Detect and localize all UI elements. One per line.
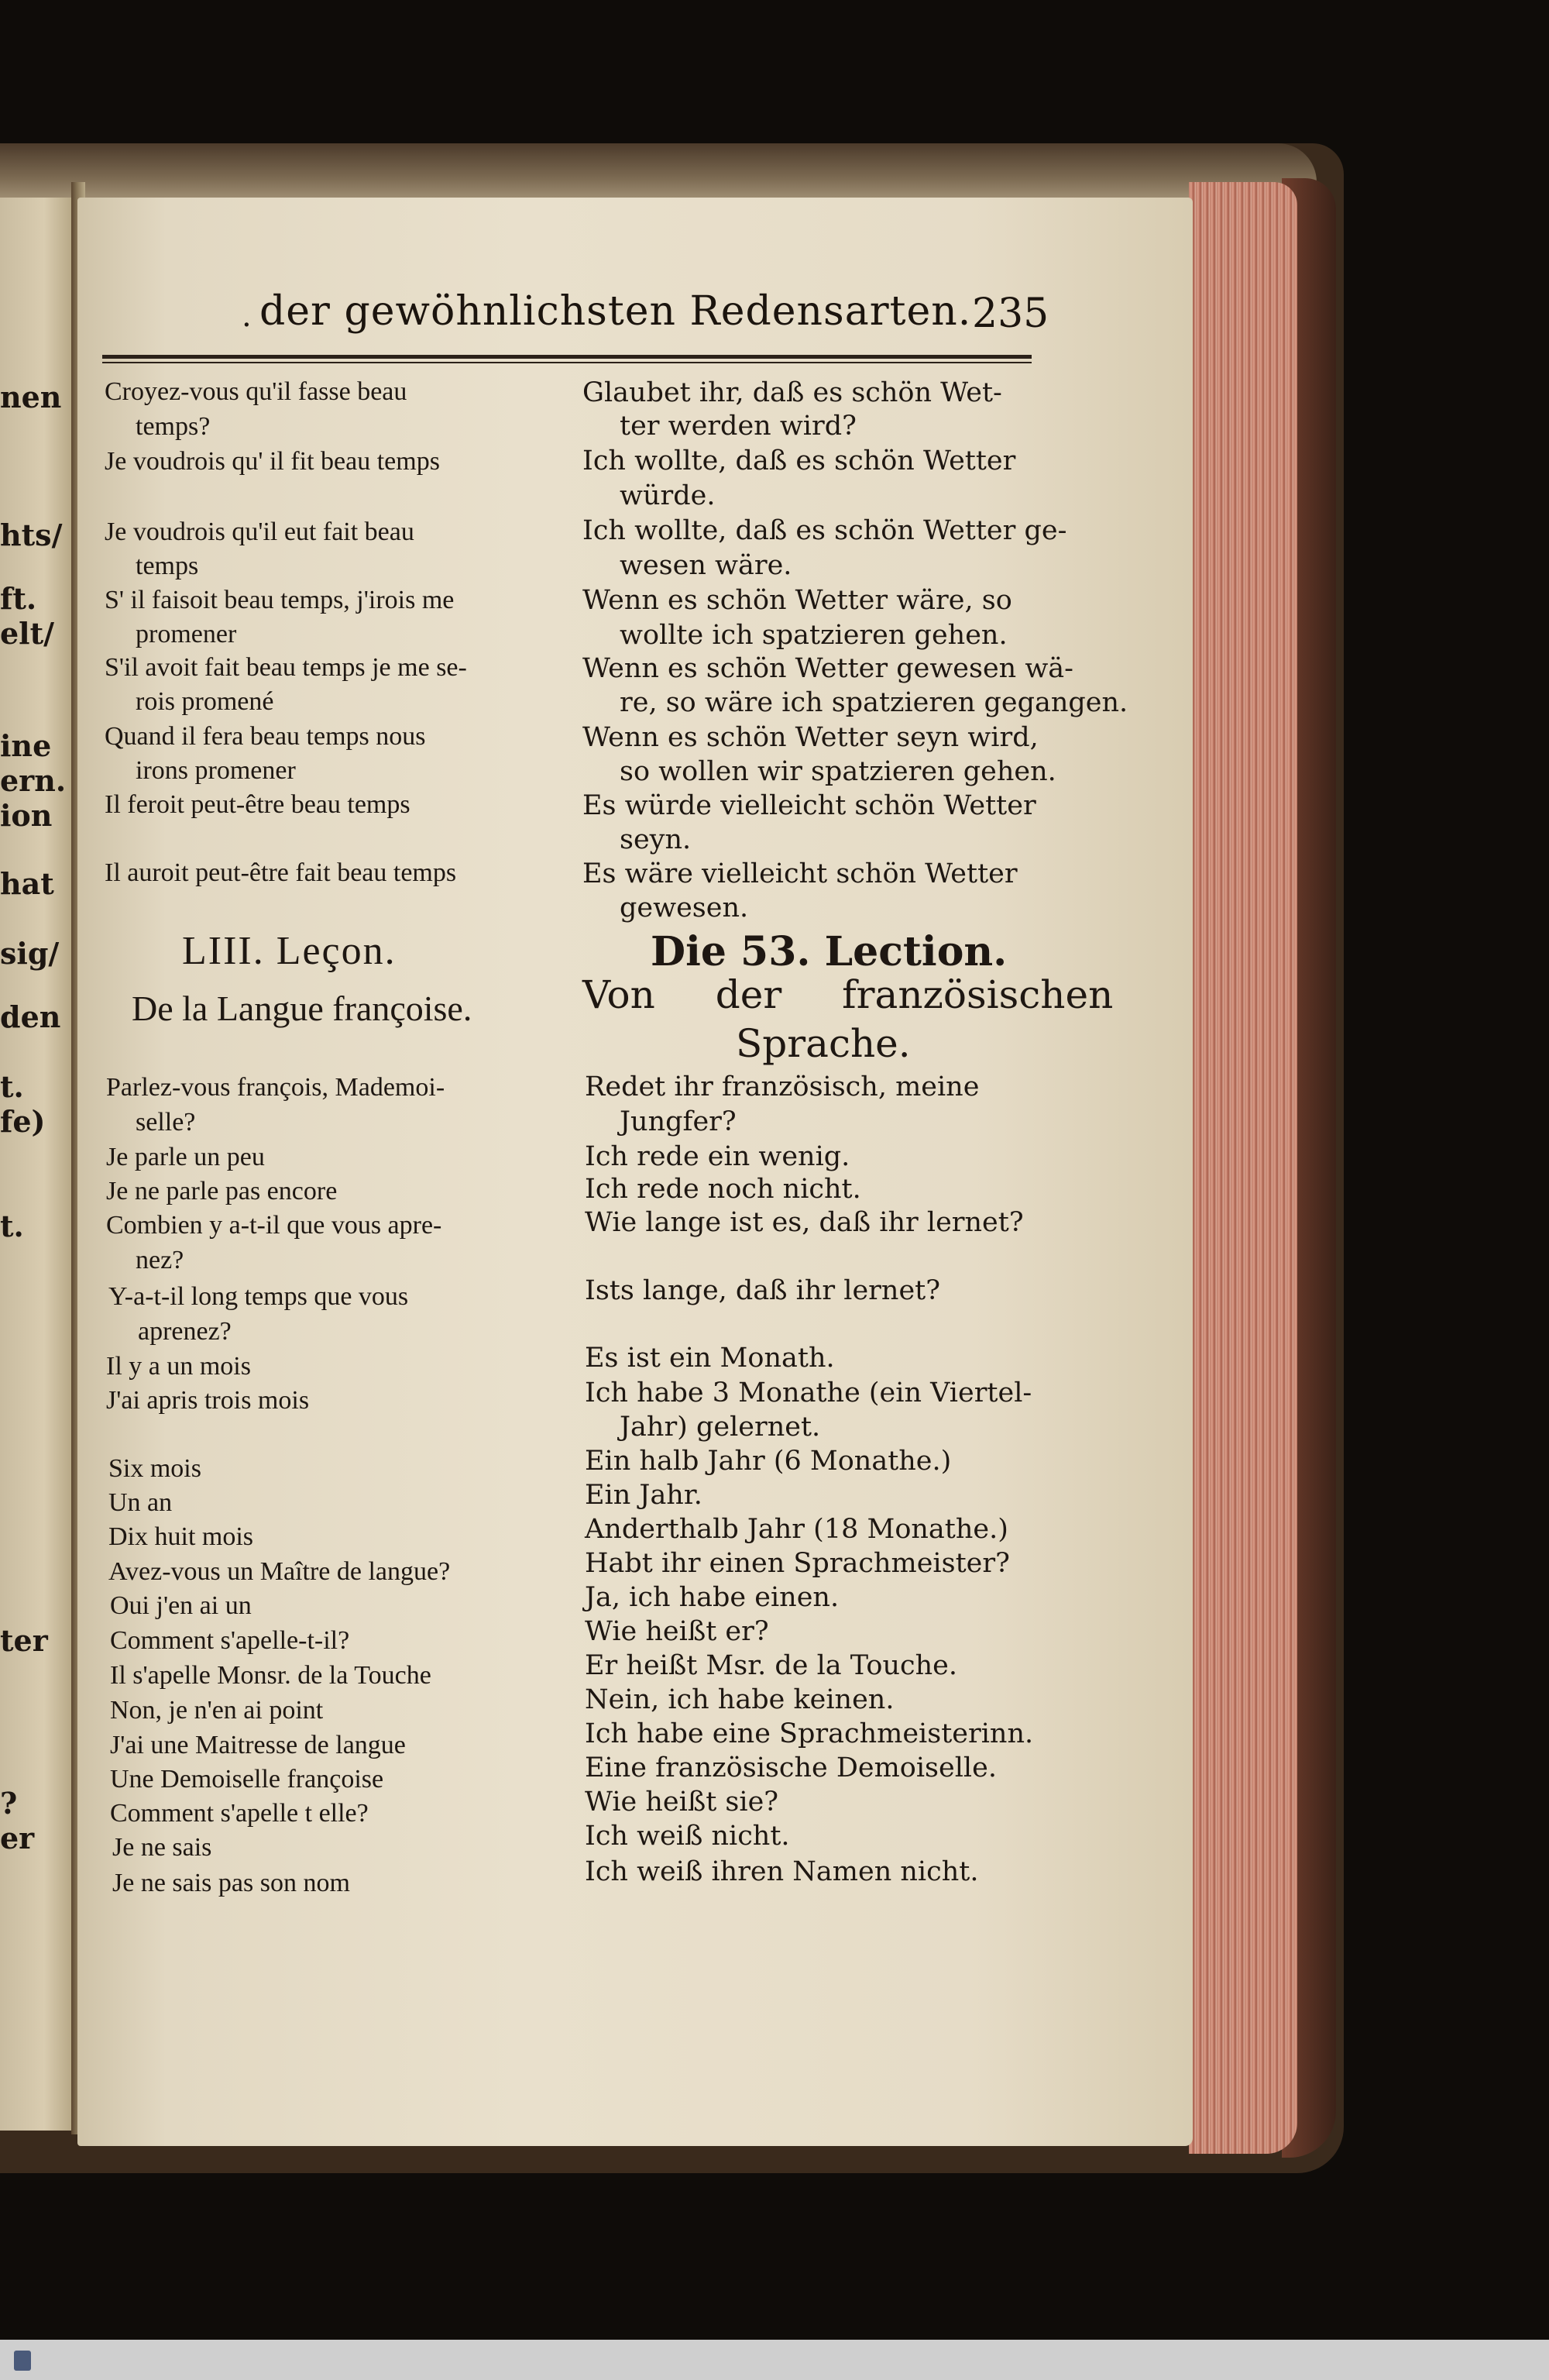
prev-page-fragment: t. [0, 1209, 24, 1243]
de-line: Wie heißt er? [585, 1616, 769, 1647]
fr-line: Comment s'apelle-t-il? [110, 1626, 350, 1655]
de-line: Ich wollte, daß es schön Wetter ge- [582, 515, 1067, 546]
prev-page-fragment: den [0, 999, 61, 1034]
fr-line: Un an [108, 1488, 173, 1517]
de-line: Ich habe 3 Monathe (ein Viertel- [585, 1377, 1032, 1408]
fr-line: Je ne sais pas son nom [112, 1869, 350, 1897]
de-line: Redet ihr französisch, meine [585, 1071, 980, 1102]
de-line: Jungfer? [620, 1106, 737, 1137]
prev-page-fragment: ft. [0, 581, 37, 616]
de-line: gewesen. [620, 892, 749, 923]
de-line: Es würde vielleicht schön Wetter [582, 790, 1036, 821]
de-line: Er heißt Msr. de la Touche. [585, 1650, 958, 1681]
de-line: Glaubet ihr, daß es schön Wet- [582, 377, 1002, 408]
fr-line: Avez-vous un Maître de langue? [108, 1557, 451, 1586]
fr-line: Non, je n'en ai point [110, 1696, 324, 1725]
lesson-heading-de: Die 53. Lection. [651, 928, 1008, 975]
de-line: Wenn es schön Wetter wäre, so [582, 585, 1012, 616]
de-line: ter werden wird? [620, 411, 857, 442]
book-fore-edge-pages [1189, 182, 1297, 2154]
prev-page-fragment: sig/ [0, 936, 60, 971]
book-top-edge [0, 143, 1317, 201]
fr-line: J'ai une Maitresse de langue [110, 1731, 406, 1759]
library-logo-icon [14, 2351, 31, 2371]
de-line: seyn. [620, 824, 692, 855]
de-line: würde. [620, 480, 716, 511]
prev-page-fragment: nen [0, 380, 62, 414]
prev-page-fragment: ion [0, 798, 53, 833]
de-line: Ich wollte, daß es schön Wetter [582, 445, 1016, 476]
de-line: Habt ihr einen Sprachmeister? [585, 1548, 1010, 1579]
fr-line: nez? [136, 1246, 184, 1274]
de-line: Ich weiß ihren Namen nicht. [585, 1856, 979, 1887]
de-line: wollte ich spatzieren gehen. [620, 620, 1008, 651]
fr-line: Six mois [108, 1454, 201, 1483]
fr-line: Je voudrois qu' il fit beau temps [105, 447, 440, 476]
fr-line: Il s'apelle Monsr. de la Touche [110, 1661, 431, 1690]
fr-line: Y-a-t-il long temps que vous [108, 1282, 409, 1311]
prev-page-fragment: t. [0, 1069, 24, 1104]
prev-page-fragment: er [0, 1821, 35, 1856]
de-line: Ich rede ein wenig. [585, 1141, 850, 1172]
prev-page-fragment: fe) [0, 1104, 46, 1139]
fr-line: Comment s'apelle t elle? [110, 1799, 369, 1828]
fr-line: selle? [136, 1108, 196, 1137]
lesson-subheading-de: Von der französischen [582, 972, 1114, 1017]
lesson-subheading-fr: De la Langue françoise. [132, 989, 472, 1028]
de-line: so wollen wir spatzieren gehen. [620, 756, 1056, 787]
fr-line: irons promener [136, 756, 296, 785]
fr-line: promener [136, 620, 237, 648]
de-line: Eine französische Demoiselle. [585, 1752, 997, 1783]
de-line: Wenn es schön Wetter gewesen wä- [582, 653, 1073, 684]
de-line: Ja, ich habe einen. [585, 1582, 840, 1613]
fr-line: Je ne parle pas encore [106, 1177, 338, 1205]
de-line: wesen wäre. [620, 550, 792, 581]
prev-page-fragment: hat [0, 866, 54, 901]
fr-line: Je parle un peu [106, 1143, 265, 1171]
prev-page-fragment: ? [0, 1786, 18, 1821]
de-line: Ich rede noch nicht. [585, 1174, 861, 1205]
fr-line: Il feroit peut-être beau temps [105, 790, 410, 819]
lesson-heading-fr: LIII. Leçon. [182, 929, 397, 973]
de-line: Jahr) gelernet. [620, 1412, 821, 1443]
de-line: Es ist ein Monath. [585, 1343, 835, 1374]
fr-line: S' il faisoit beau temps, j'irois me [105, 586, 455, 614]
de-line: Wie lange ist es, daß ihr lernet? [585, 1207, 1024, 1238]
fr-line: Je voudrois qu'il eut fait beau [105, 518, 414, 546]
de-line: Ein Jahr. [585, 1480, 702, 1511]
running-head: der gewöhnlichsten Redensarten. [259, 288, 972, 335]
fr-line: Il auroit peut-être fait beau temps [105, 858, 457, 887]
fr-line: S'il avoit fait beau temps je me se- [105, 653, 467, 682]
de-line: Wenn es schön Wetter seyn wird, [582, 722, 1039, 753]
fr-line: J'ai apris trois mois [106, 1386, 310, 1415]
de-line: Ich habe eine Sprachmeisterinn. [585, 1718, 1034, 1749]
de-line: Ein halb Jahr (6 Monathe.) [585, 1446, 952, 1477]
prev-page-fragment: elt/ [0, 616, 55, 651]
de-line: Nein, ich habe keinen. [585, 1684, 895, 1715]
fr-line: Parlez-vous françois, Mademoi- [106, 1073, 445, 1102]
fr-line: Croyez-vous qu'il fasse beau [105, 377, 407, 406]
header-rule [102, 355, 1032, 359]
header-ornament: . [242, 298, 252, 334]
fr-line: rois promené [136, 687, 274, 716]
prev-page-fragment: hts/ [0, 518, 63, 552]
de-line: Es wäre vielleicht schön Wetter [582, 858, 1018, 889]
fr-line: Il y a un mois [106, 1352, 251, 1381]
viewer-footer-bar [0, 2340, 1549, 2380]
fr-line: Combien y a-t-il que vous apre- [106, 1211, 442, 1240]
fr-line: temps [136, 552, 199, 580]
lesson-subheading-de-cont: Sprache. [736, 1021, 911, 1066]
header-rule-thin [102, 362, 1032, 363]
de-line: Ists lange, daß ihr lernet? [585, 1275, 940, 1306]
prev-page-fragment: ern. [0, 763, 67, 798]
fr-line: Dix huit mois [108, 1522, 254, 1551]
de-line: Anderthalb Jahr (18 Monathe.) [585, 1514, 1008, 1545]
fr-line: temps? [136, 412, 211, 441]
prev-page-fragment: ter [0, 1623, 48, 1658]
de-line: re, so wäre ich spatzieren gegangen. [620, 687, 1128, 718]
page-number: 235 [972, 291, 1049, 337]
fr-line: aprenez? [138, 1317, 232, 1346]
fr-line: Oui j'en ai un [110, 1591, 252, 1620]
fr-line: Je ne sais [112, 1833, 212, 1862]
fr-line: Quand il fera beau temps nous [105, 722, 426, 751]
fr-line: Une Demoiselle françoise [110, 1765, 384, 1794]
de-line: Wie heißt sie? [585, 1787, 779, 1818]
de-line: Ich weiß nicht. [585, 1821, 790, 1852]
prev-page-fragment: ine [0, 728, 52, 763]
